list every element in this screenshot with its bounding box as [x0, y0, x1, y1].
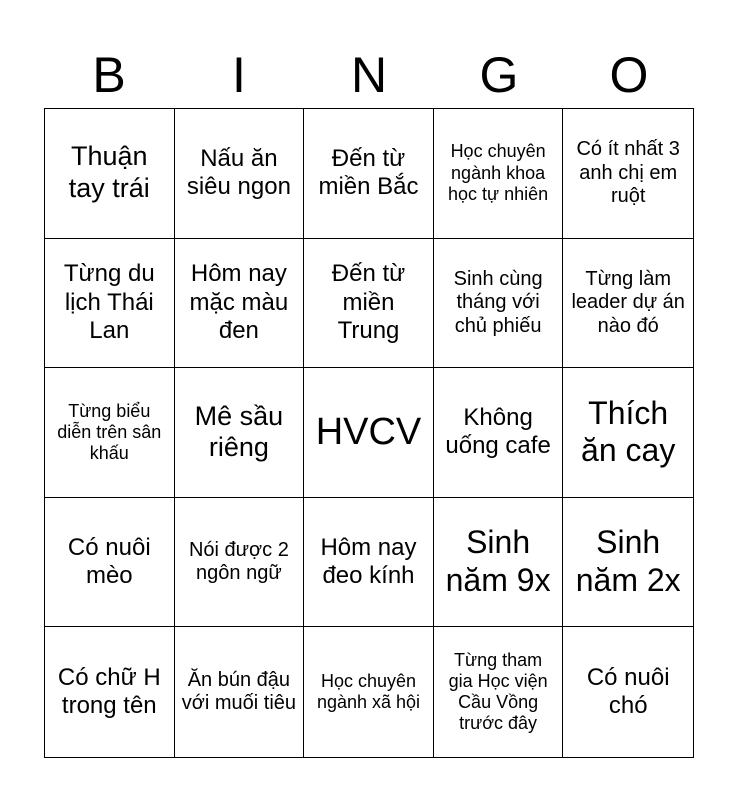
header-letter-i: I — [232, 47, 246, 103]
bingo-cell-r5c4[interactable]: Từng tham gia Học viện Cầu Vồng trước đây — [434, 627, 564, 757]
bingo-cell-free[interactable]: HVCV — [304, 368, 434, 498]
bingo-cell-r5c1[interactable]: Có chữ H trong tên — [45, 627, 175, 757]
bingo-cell-r5c2[interactable]: Ăn bún đậu với muối tiêu — [175, 627, 305, 757]
bingo-cell-r2c2[interactable]: Hôm nay mặc màu đen — [175, 239, 305, 369]
bingo-cell-r1c4[interactable]: Học chuyên ngành khoa học tự nhiên — [434, 109, 564, 239]
bingo-cell-r5c3[interactable]: Học chuyên ngành xã hội — [304, 627, 434, 757]
bingo-cell-r3c1[interactable]: Từng biểu diễn trên sân khấu — [45, 368, 175, 498]
bingo-cell-r2c4[interactable]: Sinh cùng tháng với chủ phiếu — [434, 239, 564, 369]
bingo-cell-r2c5[interactable]: Từng làm leader dự án nào đó — [563, 239, 693, 369]
bingo-cell-r4c5[interactable]: Sinh năm 2x — [563, 498, 693, 628]
bingo-cell-r2c3[interactable]: Đến từ miền Trung — [304, 239, 434, 369]
bingo-cell-r4c4[interactable]: Sinh năm 9x — [434, 498, 564, 628]
header-letter-o: O — [609, 47, 649, 103]
bingo-cell-r1c5[interactable]: Có ít nhất 3 anh chị em ruột — [563, 109, 693, 239]
bingo-board — [44, 108, 694, 758]
header-letter-n: N — [350, 47, 388, 103]
bingo-cell-r4c3[interactable]: Hôm nay đeo kính — [304, 498, 434, 628]
bingo-cell-r5c5[interactable]: Có nuôi chó — [586, 663, 670, 720]
bingo-cell-r1c2[interactable]: Nấu ăn siêu ngon — [175, 109, 305, 239]
bingo-cell-r4c2[interactable]: Nói được 2 ngôn ngữ — [175, 498, 305, 628]
bingo-cell-r1c1[interactable]: Thuận tay trái — [45, 109, 175, 239]
bingo-cell-r1c3[interactable]: Đến từ miền Bắc — [304, 109, 434, 239]
bingo-cell-r4c1[interactable]: Có nuôi mèo — [45, 498, 175, 628]
bingo-cell-r3c2[interactable]: Mê sầu riêng — [175, 368, 305, 498]
header-letter-b: B — [92, 47, 126, 103]
bingo-cell-r3c4[interactable]: Không uống cafe — [434, 368, 564, 498]
bingo-header — [44, 42, 694, 108]
header-letter-g: G — [479, 47, 519, 103]
bingo-cell-r2c1[interactable]: Từng du lịch Thái Lan — [45, 239, 175, 369]
bingo-cell-r3c5[interactable]: Thích ăn cay — [563, 368, 693, 498]
